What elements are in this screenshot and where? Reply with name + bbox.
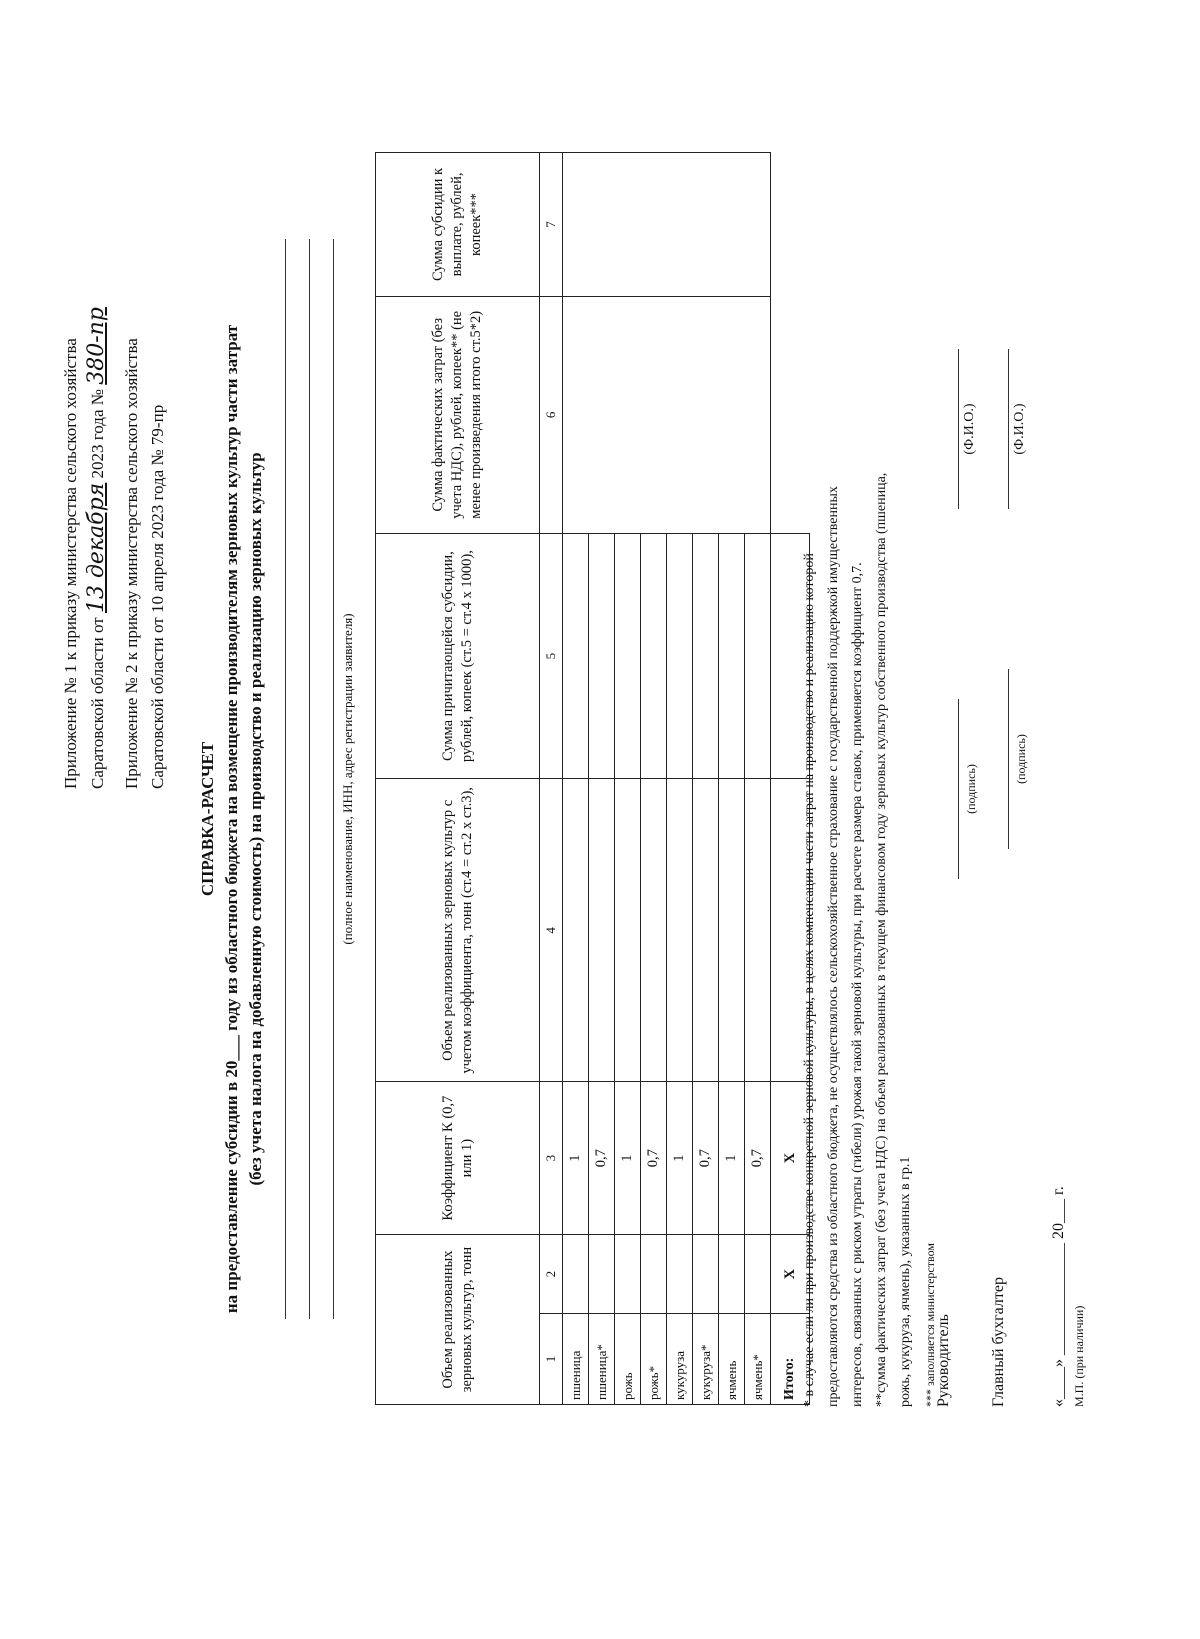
- applicant-line-3: [333, 239, 334, 1319]
- subsidy-due-cell: [719, 533, 745, 779]
- col-number: 7: [540, 153, 563, 297]
- accountant-signature-line: [1008, 669, 1009, 849]
- coefficient-cell: 1: [667, 1082, 693, 1235]
- crop-name: рожь*: [641, 1314, 667, 1405]
- footnote-2-line2: рожь, кукуруза, ячмень), указанных в гр.1: [898, 1156, 913, 1407]
- crop-name: пшеница*: [589, 1314, 615, 1405]
- footnote-2-line1: **сумма фактических затрат (без учета НДС) на объем реализованных в текущем финансовом году зерновых культур собственного производства (пшеница,: [874, 472, 889, 1407]
- crop-name: пшеница: [563, 1314, 589, 1405]
- total-label: Итого:: [771, 1314, 810, 1405]
- coefficient-cell: 0,7: [641, 1082, 667, 1235]
- col-header-actual-costs: Сумма фактических затрат (без учета НДС), рублей, копеек** (не менее произведения итого ст.5*2): [376, 296, 540, 533]
- appendix-2-line1: Приложение № 2 к приказу министерства сельского хозяйства: [122, 338, 141, 789]
- subsidy-due-cell: [641, 533, 667, 779]
- adjusted-volume-cell: [745, 779, 771, 1082]
- crop-name: кукуруза*: [693, 1314, 719, 1405]
- table-header-row: [376, 153, 540, 1405]
- actual-costs-cell: [563, 296, 771, 533]
- adjusted-volume-cell: [693, 779, 719, 1082]
- volume-cell: [641, 1235, 667, 1314]
- col-number: 1: [540, 1314, 563, 1405]
- coefficient-cell: 0,7: [589, 1082, 615, 1235]
- head-name-caption: (Ф.И.О.): [962, 403, 977, 455]
- document-subtitle-1: на предоставление субсидии в 20___ году из областного бюджета на возмещение производителям зерновых культур части затрат: [222, 324, 241, 1314]
- adjusted-volume-cell: [641, 779, 667, 1082]
- coefficient-cell: 1: [615, 1082, 641, 1235]
- coefficient-cell: 0,7: [745, 1082, 771, 1235]
- footnote-1-line1: * в случае если ли при производстве конкретной зерновой культуры, в целях компенсации части затрат на производство и реализацию которой: [802, 553, 817, 1407]
- volume-cell: [693, 1235, 719, 1314]
- volume-cell: [719, 1235, 745, 1314]
- coefficient-cell: 1: [563, 1082, 589, 1235]
- col-header-adjusted-volume: Объем реализованных зерновых культур с учетом коэффициента, тонн (ст.4 = ст.2 х ст.3),: [376, 779, 540, 1082]
- accountant-label: Главный бухгалтер: [990, 1277, 1007, 1407]
- accountant-signature-caption: (подпись): [1014, 734, 1028, 784]
- subsidy-due-cell: [589, 533, 615, 779]
- crop-name: кукуруза: [667, 1314, 693, 1405]
- col-header-subsidy-due: Сумма причитающейся субсидии, рублей, копеек (ст.5 = ст.4 х 1000),: [376, 533, 540, 779]
- volume-cell: [615, 1235, 641, 1314]
- adjusted-volume-cell: [615, 779, 641, 1082]
- col-header-coefficient: Коэффициент К (0,7 или 1): [376, 1082, 540, 1235]
- crop-name: рожь: [615, 1314, 641, 1405]
- col-header-volume: Объем реализованных зерновых культур, тонн: [376, 1235, 540, 1405]
- head-signature-caption: (подпись): [964, 764, 978, 814]
- document-subtitle-2: (без учета налога на добавленную стоимость) на производство и реализацию зерновых культур: [246, 452, 265, 1186]
- handwritten-number: 380-пр: [84, 307, 109, 385]
- footnote-3: *** заполняется министерством: [923, 1243, 937, 1407]
- coefficient-cell: 0,7: [693, 1082, 719, 1235]
- volume-cell: [745, 1235, 771, 1314]
- col-number: 5: [540, 533, 563, 779]
- applicant-line-2: [309, 239, 310, 1319]
- applicant-caption: (полное наименование, ИНН, адрес регистрации заявителя): [340, 613, 355, 945]
- accountant-name-line: [1008, 349, 1009, 509]
- subsidy-due-cell: [563, 533, 589, 779]
- column-number-row: [540, 153, 563, 1405]
- footnote-1-line2: предоставляются средства из областного бюджета, не осуществлялось сельскохозяйственное страхование с государственной поддержкой имущественных: [826, 486, 841, 1407]
- adjusted-volume-cell: [563, 779, 589, 1082]
- subsidy-due-cell: [693, 533, 719, 779]
- col-number: 4: [540, 779, 563, 1082]
- head-signature-line: [958, 699, 959, 879]
- accountant-name-caption: (Ф.И.О.): [1012, 403, 1027, 455]
- appendix-1-line2: Саратовской области от 13 декабря 2023 года № 380-пр: [84, 307, 109, 789]
- head-label: Руководитель: [935, 1314, 952, 1407]
- volume-cell: [563, 1235, 589, 1314]
- footnotes: [798, 77, 942, 1407]
- footnote-1-line3: интересов, связанных с риском утраты (гибели) урожая такой зерновой культуры, при расчете размера ставок, применяется коэффициент 0,7.: [850, 562, 865, 1407]
- crop-name: ячмень: [719, 1314, 745, 1405]
- subsidy-payable-cell: [563, 153, 771, 297]
- subsidy-due-cell: [745, 533, 771, 779]
- appendix-2-line2: Саратовской области от 10 апреля 2023 года № 79-пр: [148, 404, 167, 789]
- document-title: СПРАВКА-РАСЧЕТ: [198, 741, 217, 897]
- col-number: 6: [540, 296, 563, 533]
- adjusted-volume-cell: [667, 779, 693, 1082]
- total-volume: X: [771, 1235, 810, 1314]
- table-row: [563, 153, 589, 1405]
- coefficient-cell: 1: [719, 1082, 745, 1235]
- head-name-line: [958, 349, 959, 509]
- stamp-label: М.П. (при наличии): [1072, 1305, 1086, 1407]
- crop-name: ячмень*: [745, 1314, 771, 1405]
- date-line: «____» ______________ 20___ г.: [1050, 1186, 1067, 1407]
- adjusted-volume-cell: [589, 779, 615, 1082]
- appendix-header: [58, 89, 171, 789]
- adjusted-volume-cell: [719, 779, 745, 1082]
- volume-cell: [667, 1235, 693, 1314]
- col-number: 3: [540, 1082, 563, 1235]
- volume-cell: [589, 1235, 615, 1314]
- subsidy-due-cell: [667, 533, 693, 779]
- col-header-subsidy-payable: Сумма субсидии к выплате, рублей, копеек***: [376, 153, 540, 297]
- subsidy-due-cell: [615, 533, 641, 779]
- applicant-line-1: [285, 239, 286, 1319]
- total-coefficient: X: [771, 1082, 810, 1235]
- col-number: 2: [540, 1235, 563, 1314]
- calculation-table: [375, 152, 810, 1405]
- appendix-1-line1: Приложение № 1 к приказу министерства сельского хозяйства: [61, 338, 80, 789]
- handwritten-date: 13 декабря: [84, 482, 109, 614]
